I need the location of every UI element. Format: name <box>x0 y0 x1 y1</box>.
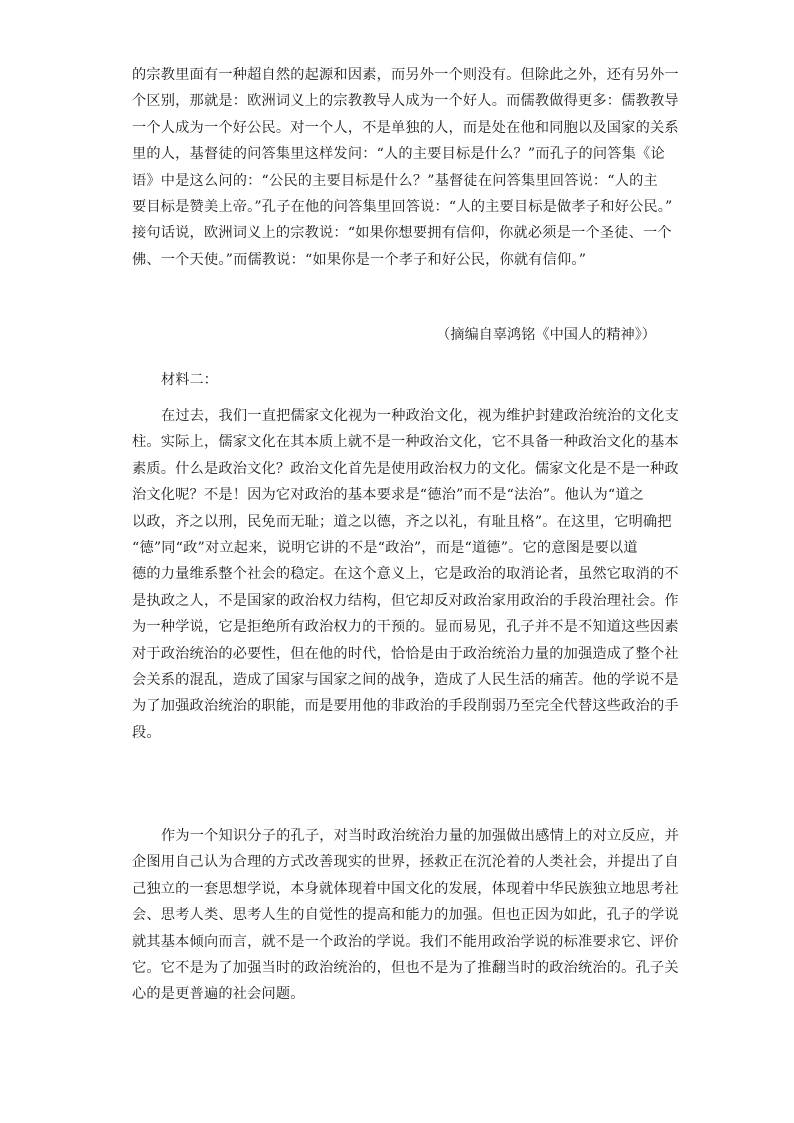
text-line: 要目标是赞美上帝。”孔子在他的问答集里回答说：“人的主要目标是做孝子和好公民。” <box>132 199 673 216</box>
text-line: 在过去，我们一直把儒家文化视为一种政治文化，视为维护封建政治统治的文化支 <box>161 408 679 424</box>
material-two-paragraph-2 <box>132 823 679 1008</box>
text-line: 为了加强政治统治的职能，而是要用他的非政治的手段削弱乃至完全代替这些政治的手 <box>132 698 679 715</box>
text-line: 素质。什么是政治文化？政治文化首先是使用政治权力的文化。儒家文化是不是一种政 <box>132 460 679 477</box>
text-line: 为一种学说，它是拒绝所有政治权力的干预的。显而易见，孔子并不是不知道这些因素 <box>132 619 679 636</box>
text-line: 心的是更普遍的社会问题。 <box>132 986 305 1003</box>
text-line: 里的人，基督徒的问答集里这样发问：“人的主要目标是什么？”而孔子的问答集《论 <box>132 146 665 163</box>
source-citation: （摘编自辜鸿铭《中国人的精神》） <box>436 327 656 343</box>
material-one-paragraph <box>132 62 679 273</box>
text-line: 语》中是这么问的：“公民的主要目标是什么？”基督徒在问答集里回答说：“人的主 <box>132 172 658 189</box>
text-line: 个区别，那就是：欧洲词义上的宗教教导人成为一个好人。而儒教做得更多：儒教教导 <box>132 93 679 110</box>
text-line: 柱。实际上，儒家文化在其本质上就不是一种政治文化，它不具备一种政治文化的基本 <box>132 434 679 451</box>
text-line: 企图用自己认为合理的方式改善现实的世界，拯救正在沉沦着的人类社会，并提出了自 <box>132 854 679 871</box>
text-line: 会关系的混乱，造成了国家与国家之间的战争，造成了人民生活的痛苦。他的学说不是 <box>132 672 679 689</box>
text-line: 佛、一个天使。”而儒教说：“如果你是一个孝子和好公民，你就有信仰。” <box>132 251 587 268</box>
text-line: 就其基本倾向而言，就不是一个政治的学说。我们不能用政治学说的标准要求它、评价 <box>132 933 679 950</box>
text-line: 段。 <box>132 724 161 741</box>
text-line: 的宗教里面有一种超自然的起源和因素，而另外一个则没有。但除此之外，还有另外一 <box>132 67 679 83</box>
material-two-paragraph-1 <box>132 403 679 746</box>
text-line: 对于政治统治的必要性，但在他的时代，恰恰是由于政治统治力量的加强造成了整个社 <box>132 645 679 662</box>
text-line: 以政，齐之以刑，民免而无耻；道之以德，齐之以礼，有耻且格”。在这里，它明确把 <box>132 513 672 530</box>
text-line: 一个人成为一个好公民。对一个人，不是单独的人，而是处在他和同胞以及国家的关系 <box>132 119 679 136</box>
text-line: 接句话说，欧洲词义上的宗教说：“如果你想要拥有信仰，你就必须是一个圣徒、一个 <box>132 225 672 242</box>
text-line: “德”同“政”对立起来，说明它讲的不是“政治”，而是“道德”。它的意图是要以道 <box>132 540 638 557</box>
text-line: 会、思考人类、思考人生的自觉性的提高和能力的加强。但也正因为如此，孔子的学说 <box>132 907 679 924</box>
text-line: 它。它不是为了加强当时的政治统治的，但也不是为了推翻当时的政治统治的。孔子关 <box>132 960 679 977</box>
material-two-heading: 材料二： <box>161 372 218 388</box>
text-line: 德的力量维系整个社会的稳定。在这个意义上，它是政治的取消论者，虽然它取消的不 <box>132 566 679 583</box>
text-line: 治文化呢？不是！因为它对政治的基本要求是“德治”而不是“法治”。他认为“道之 <box>132 487 645 504</box>
text-line: 是执政之人，不是国家的政治权力结构，但它却反对政治家用政治的手段治理社会。作 <box>132 592 679 609</box>
text-line: 作为一个知识分子的孔子，对当时政治统治力量的加强做出感情上的对立反应，并 <box>161 828 679 844</box>
text-line: 己独立的一套思想学说，本身就体现着中国文化的发展，体现着中华民族独立地思考社 <box>132 880 679 897</box>
